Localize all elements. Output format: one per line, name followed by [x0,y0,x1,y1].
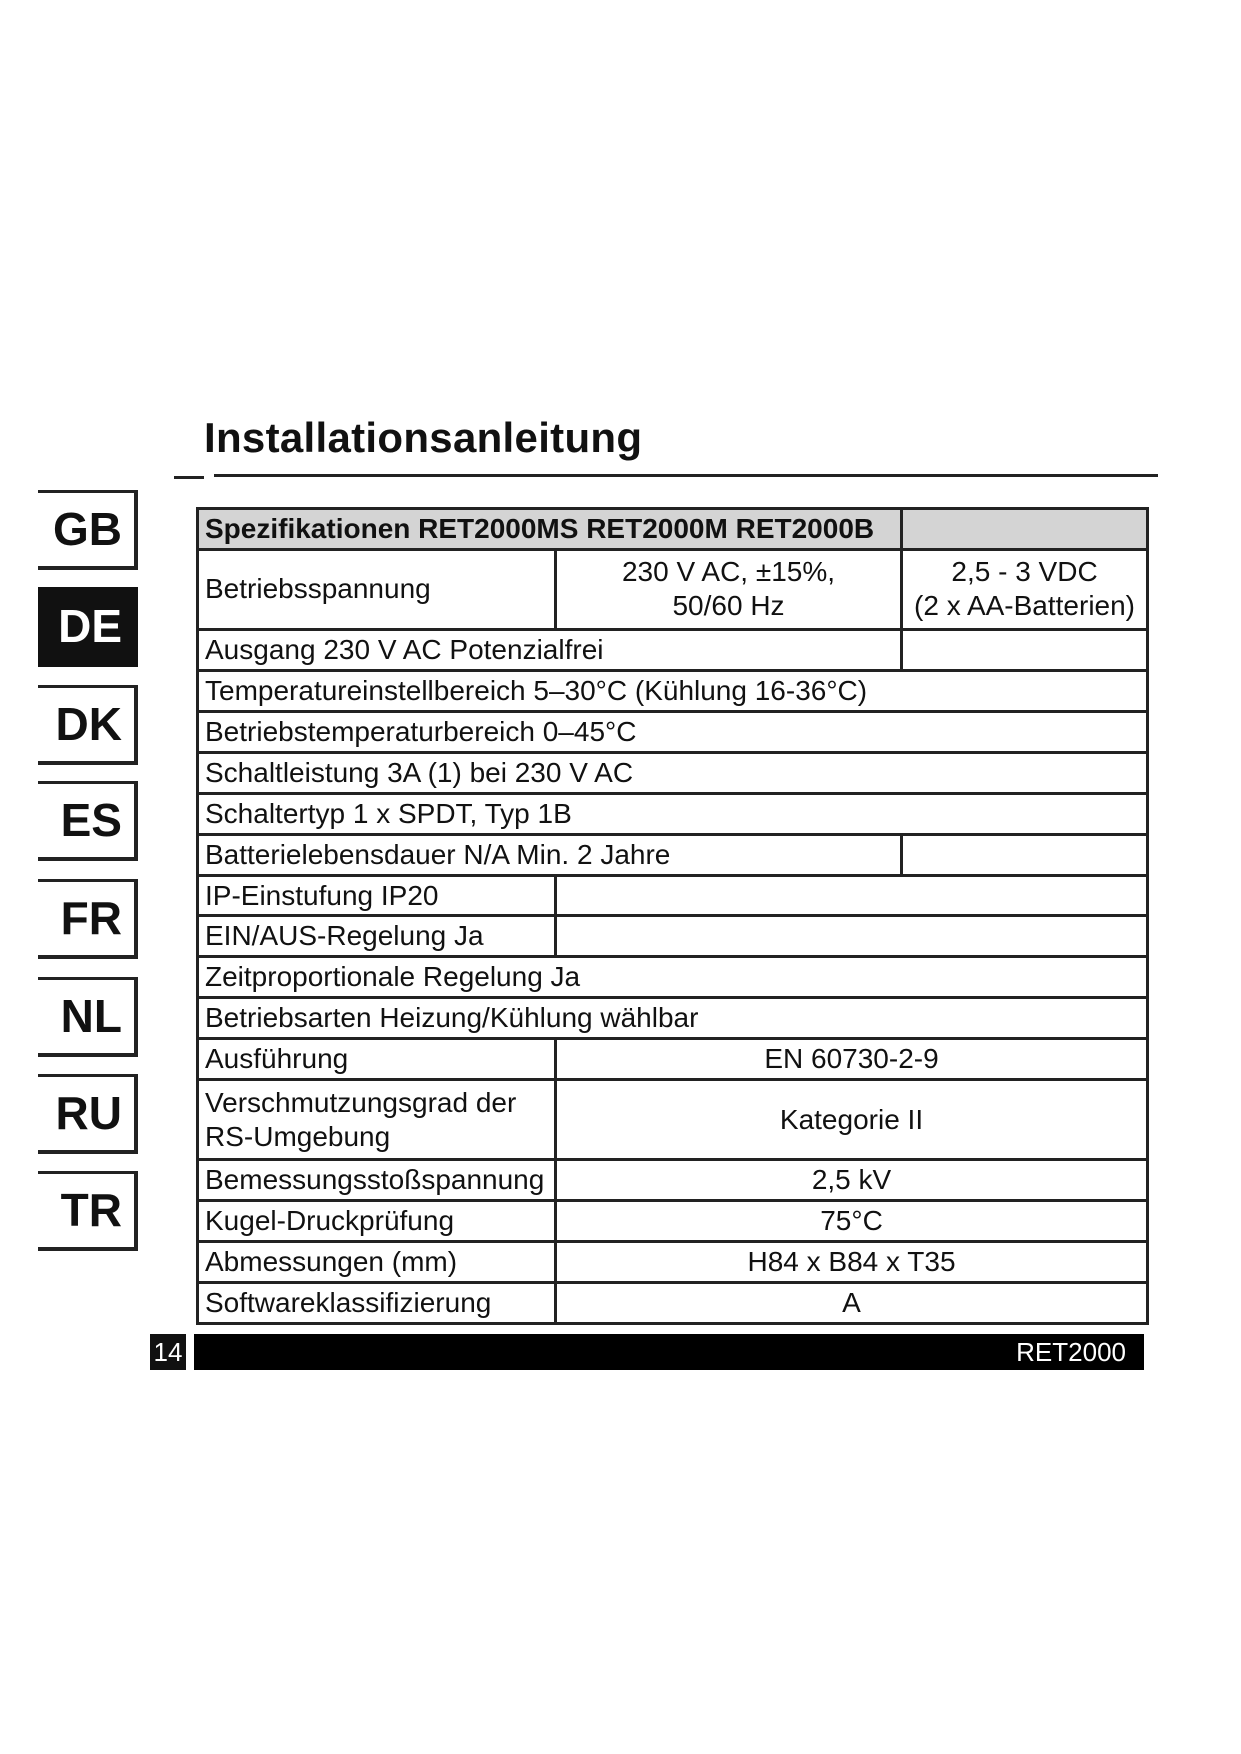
page-title: Installationsanleitung [204,414,643,461]
row-label: Kugel-Druckprüfung [198,1201,556,1242]
empty-cell [556,916,1148,957]
table-row [198,1080,1148,1160]
language-tab-tr[interactable]: TR [38,1171,138,1251]
row-label: Abmessungen (mm) [198,1242,556,1283]
row-label: Ausführung [198,1039,556,1080]
table-row [198,1039,1148,1080]
language-tab-de[interactable]: DE [38,587,138,667]
row-label: Softwareklassifizierung [198,1283,556,1324]
table-row [198,957,1148,998]
row-label: Schaltertyp 1 x SPDT, Typ 1B [198,793,1148,834]
language-tab-es[interactable]: ES [38,781,138,861]
language-tab-dk[interactable]: DK [38,685,138,765]
table-row [198,916,1148,957]
language-tab-gb[interactable]: GB [38,490,138,570]
table-row [198,1201,1148,1242]
ac-frequency-line: 50/60 Hz [672,590,785,622]
row-label: Batterielebensdauer N/A Min. 2 Jahre [198,834,902,875]
header-empty-cell [902,509,1148,550]
table-row [198,1160,1148,1201]
table-row [198,998,1148,1039]
ac-voltage-cell [556,549,902,629]
language-tab-fr[interactable]: FR [38,879,138,959]
empty-cell [902,629,1148,670]
row-label: Bemessungsstoßspannung [198,1160,556,1201]
table-row [198,752,1148,793]
row-label: EIN/AUS-Regelung Ja [198,916,556,957]
footer-bar [194,1334,1144,1370]
table-row [198,1283,1148,1324]
row-label: Ausgang 230 V AC Potenzialfrei [198,629,902,670]
row-label-cell [198,1080,556,1160]
title-rule-short [174,476,204,479]
row-value: H84 x B84 x T35 [556,1242,1148,1283]
language-tab-ru[interactable]: RU [38,1074,138,1154]
dc-voltage-cell [902,549,1148,629]
title-rule [214,474,1158,477]
table-row [198,793,1148,834]
row-label: Temperatureinstellbereich 5–30°C (Kühlung 16-36°C) [198,670,1148,711]
row-value: 75°C [556,1201,1148,1242]
row-value: EN 60730-2-9 [556,1039,1148,1080]
battery-line: (2 x AA-Batterien) [914,590,1136,622]
dc-voltage-line: 2,5 - 3 VDC [951,556,1098,588]
row-label: Betriebsspannung [198,549,556,629]
table-row [198,1242,1148,1283]
row-value: Kategorie II [556,1080,1148,1160]
ac-voltage-line: 230 V AC, ±15%, [621,556,836,588]
row-label: Betriebstemperaturbereich 0–45°C [198,711,1148,752]
table-row [198,670,1148,711]
row-label: IP-Einstufung IP20 [198,875,556,916]
empty-cell [556,875,1148,916]
row-label-line: RS-Umgebung [205,1120,391,1152]
table-row [198,629,1148,670]
specifications-table [196,507,1149,1325]
row-label: Schaltleistung 3A (1) bei 230 V AC [198,752,1148,793]
header-spec: Spezifikationen RET2000MS RET2000M RET2000B [198,509,902,550]
table-row [198,549,1148,629]
row-value: 2,5 kV [556,1160,1148,1201]
table-row [198,875,1148,916]
page-number: 14 [150,1334,186,1370]
row-value: A [556,1283,1148,1324]
table-row [198,711,1148,752]
table-row [198,834,1148,875]
footer-model: RET2000 [1016,1337,1126,1367]
table-header-row [198,509,1148,550]
language-tab-nl[interactable]: NL [38,977,138,1057]
empty-cell [902,834,1148,875]
row-label: Zeitproportionale Regelung Ja [198,957,1148,998]
row-label-line: Verschmutzungsgrad der [205,1086,517,1118]
row-label: Betriebsarten Heizung/Kühlung wählbar [198,998,1148,1039]
